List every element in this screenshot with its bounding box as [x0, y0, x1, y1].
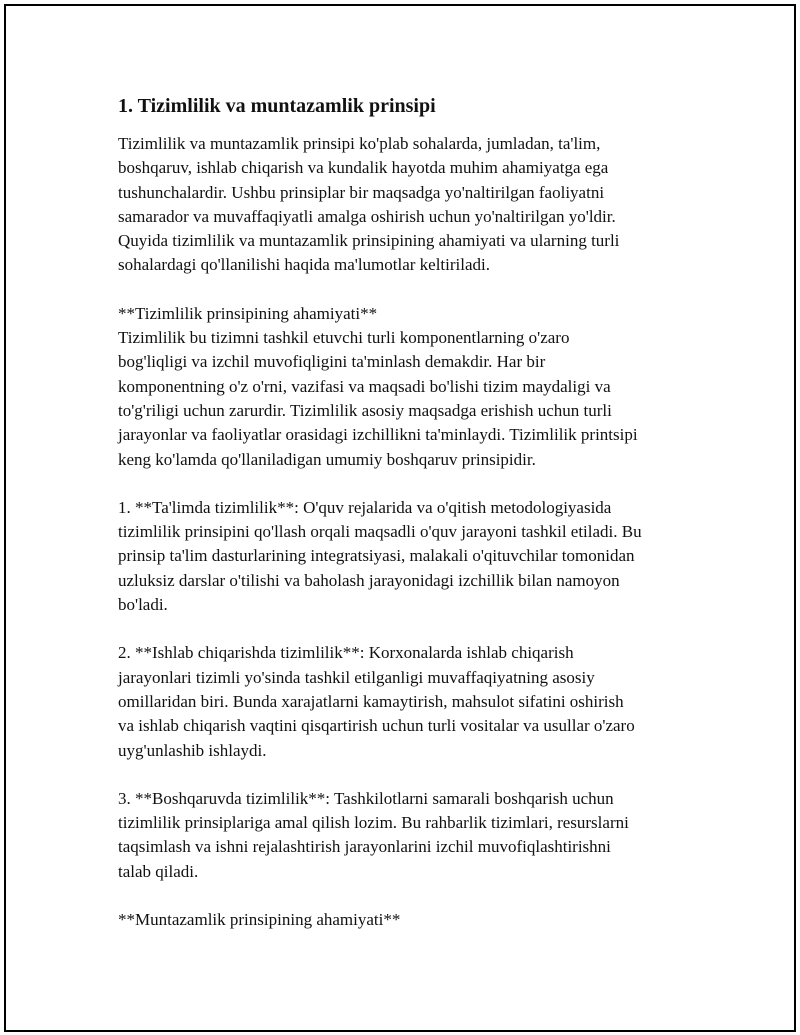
- section-heading: **Tizimlilik prinsipining ahamiyati**: [118, 303, 378, 323]
- section-heading-muntazamlik: **Muntazamlik prinsipining ahamiyati**: [118, 910, 401, 930]
- text-line: uzluksiz darslar o'tilishi va baholash jarayonidagi izchillik bilan namoyon: [118, 570, 620, 590]
- text-line: bog'liqligi va izchil muvofiqligini ta'minlash demakdir. Har bir: [118, 352, 546, 372]
- document-title: 1. Tizimlilik va muntazamlik prinsipi: [118, 95, 436, 117]
- intro-paragraph: [118, 132, 693, 278]
- text-line: tizimlilik prinsiplariga amal qilish lozim. Bu rahbarlik tizimlari, resurslarni: [118, 813, 629, 833]
- text-line: keng ko'lamda qo'llaniladigan umumiy boshqaruv prinsipidir.: [118, 449, 536, 469]
- text-line: Tizimlilik va muntazamlik prinsipi ko'plab sohalarda, jumladan, ta'lim,: [118, 134, 601, 153]
- list-item-boshqaruv: [118, 787, 693, 884]
- text-line: boshqaruv, ishlab chiqarish va kundalik hayotda muhim ahamiyatga ega: [118, 158, 609, 178]
- text-line: taqsimlash va ishni rejalashtirish jarayonlarini izchil muvofiqlashtirishni: [118, 837, 611, 857]
- text-line: Quyida tizimlilik va muntazamlik prinsipining ahamiyati va ularning turli: [118, 231, 620, 251]
- text-line: to'g'riligi uchun zarurdir. Tizimlilik asosiy maqsadga erishish uchun turli: [118, 400, 612, 420]
- text-line: 1. **Ta'limda tizimlilik**: O'quv rejalarida va o'qitish metodologiyasida: [118, 497, 612, 517]
- text-line: tizimlilik prinsipini qo'llash orqali maqsadli o'quv jarayoni tashkil etiladi. Bu: [118, 522, 642, 542]
- document-body: [118, 92, 693, 932]
- text-line: 2. **Ishlab chiqarishda tizimlilik**: Korxonalarda ishlab chiqarish: [118, 643, 574, 663]
- text-line: uyg'unlashib ishlaydi.: [118, 740, 267, 760]
- text-line: sohalardagi qo'llanilishi haqida ma'lumotlar keltiriladi.: [118, 255, 491, 275]
- section-tizimlilik: [118, 302, 693, 472]
- text-line: tushunchalardir. Ushbu prinsiplar bir maqsadga yo'naltirilgan faoliyatni: [118, 182, 605, 202]
- text-line: Tizimlilik bu tizimni tashkil etuvchi turli komponentlarning o'zaro: [118, 328, 570, 348]
- text-line: va ishlab chiqarish vaqtini qisqartirish uchun turli vositalar va usullar o'zaro: [118, 716, 635, 736]
- text-line: bo'ladi.: [118, 595, 168, 615]
- list-item-ishlab-chiqarish: [118, 641, 693, 762]
- text-line: jarayonlar va faoliyatlar orasidagi izchillikni ta'minlaydi. Tizimlilik printsipi: [118, 425, 638, 445]
- text-line: 3. **Boshqaruvda tizimlilik**: Tashkilotlarni samarali boshqarish uchun: [118, 788, 614, 808]
- text-line: talab qiladi.: [118, 861, 199, 881]
- text-line: prinsip ta'lim dasturlarining integratsiyasi, malakali o'qituvchilar tomonidan: [118, 546, 635, 566]
- text-line: omillaridan biri. Bunda xarajatlarni kamaytirish, mahsulot sifatini oshirish: [118, 691, 624, 711]
- list-item-talim: [118, 496, 693, 617]
- text-line: samarador va muvaffaqiyatli amalga oshirish uchun yo'naltirilgan yo'ldir.: [118, 206, 616, 226]
- text-line: jarayonlari tizimli yo'sinda tashkil etilganligi muvaffaqiyatning asosiy: [118, 667, 595, 687]
- text-line: komponentning o'z o'rni, vazifasi va maqsadi bo'lishi tizim maydaligi va: [118, 376, 611, 396]
